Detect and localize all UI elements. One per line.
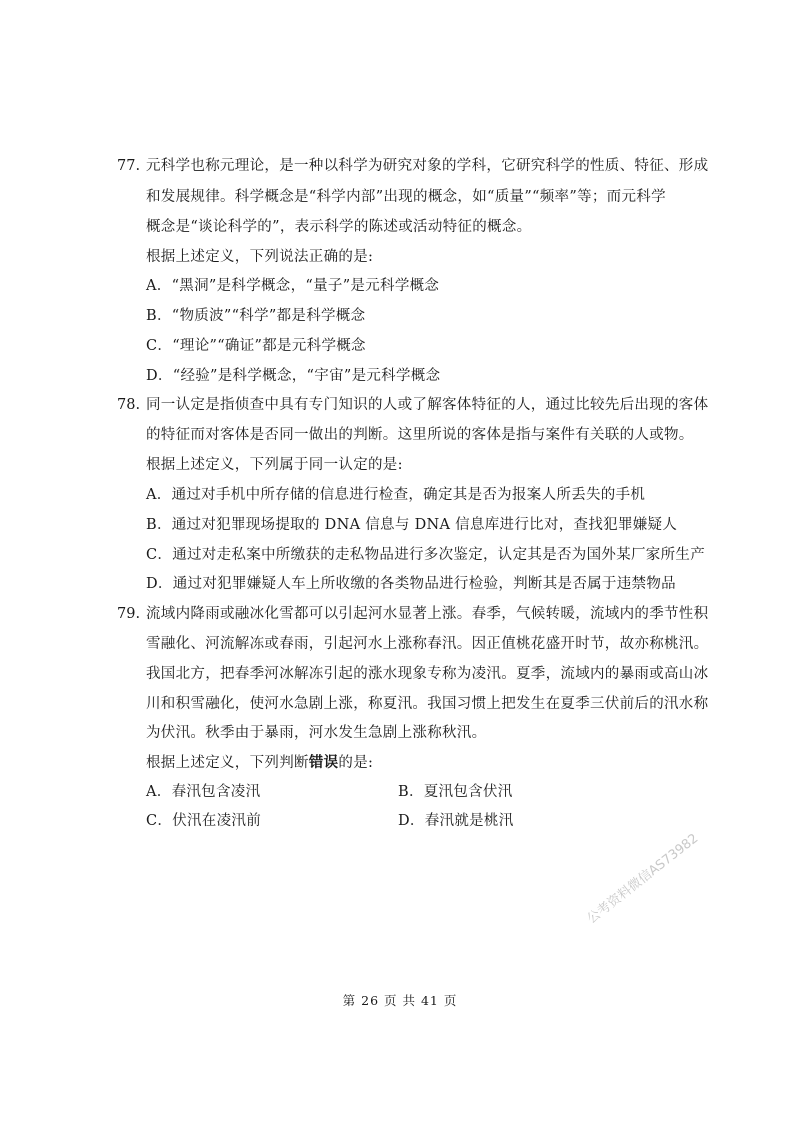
- q79-stem-line-3: 我国北方，把春季河冰解冻引起的涨水现象专称为凌汛。夏季，流域内的暴雨或高山冰: [146, 666, 709, 682]
- q78-option-b: B．通过对犯罪现场提取的 DNA 信息与 DNA 信息库进行比对，查找犯罪嫌疑人: [146, 517, 678, 533]
- q78-stem-line-1: 同一认定是指侦查中具有专门知识的人或了解客体特征的人，通过比较先后出现的客体: [146, 397, 709, 413]
- q77-prompt: 根据上述定义，下列说法正确的是:: [146, 249, 374, 265]
- q77-stem-line-3: 概念是“谈论科学的”，表示科学的陈述或活动特征的概念。: [146, 219, 532, 235]
- q79-prompt-emphasis: 错误: [308, 754, 339, 771]
- q78-stem-line-2: 的特征而对客体是否同一做出的判断。这里所说的客体是指与案件有关联的人或物。: [146, 427, 694, 443]
- q79-option-b: B．夏汛包含伏汛: [398, 784, 513, 800]
- q79-stem-line-2: 雪融化、河流解冻或春雨，引起河水上涨称春汛。因正值桃花盛开时节，故亦称桃汛。: [146, 636, 709, 652]
- q77-stem-line-1: 元科学也称元理论，是一种以科学为研究对象的学科，它研究科学的性质、特征、形成: [146, 158, 709, 174]
- q78-option-d: D．通过对犯罪嫌疑人车上所收缴的各类物品进行检验，判断其是否属于违禁物品: [146, 576, 676, 592]
- watermark: 公考资料微信AS73982: [584, 831, 702, 927]
- q79-stem-line-5: 为伏汛。秋季由于暴雨，河水发生急剧上涨称秋汛。: [146, 725, 487, 741]
- q79-option-c: C．伏汛在凌汛前: [146, 813, 261, 829]
- q78-number: 78.: [117, 397, 141, 413]
- q77-number: 77.: [117, 158, 141, 174]
- q79-stem-line-4: 川和积雪融化，使河水急剧上涨，称夏汛。我国习惯上把发生在夏季三伏前后的汛水称: [146, 696, 709, 712]
- q78-prompt: 根据上述定义，下列属于同一认定的是:: [146, 457, 403, 473]
- q77-stem-line-2: 和发展规律。科学概念是“科学内部”出现的概念，如“质量”“频率”等；而元科学: [146, 189, 666, 205]
- q79-stem-line-1: 流域内降雨或融冰化雪都可以引起河水显著上涨。春季，气候转暖，流域内的季节性积: [146, 606, 709, 622]
- q77-option-c: C．“理论”“确证”都是元科学概念: [146, 338, 366, 354]
- q79-prompt: [146, 753, 373, 773]
- q79-number: 79.: [117, 606, 141, 622]
- q77-option-b: B．“物质波”“科学”都是科学概念: [146, 308, 366, 324]
- q79-option-d: D．春汛就是桃汛: [398, 813, 514, 829]
- q79-option-a: A．春汛包含凌汛: [146, 784, 261, 800]
- q77-option-a: A．“黑洞”是科学概念，“量子”是元科学概念: [146, 278, 440, 294]
- q79-prompt-after: 的是:: [338, 755, 374, 771]
- q79-prompt-before: 根据上述定义，下列判断: [146, 755, 309, 771]
- page-footer: 第 26 页 共 41 页: [342, 993, 458, 1008]
- q78-option-c: C．通过对走私案中所缴获的走私物品进行多次鉴定，认定其是否为国外某厂家所生产: [146, 547, 705, 563]
- q77-option-d: D．“经验”是科学概念，“宇宙”是元科学概念: [146, 368, 441, 384]
- q78-option-a: A．通过对手机中所存储的信息进行检查，确定其是否为报案人所丢失的手机: [146, 487, 646, 503]
